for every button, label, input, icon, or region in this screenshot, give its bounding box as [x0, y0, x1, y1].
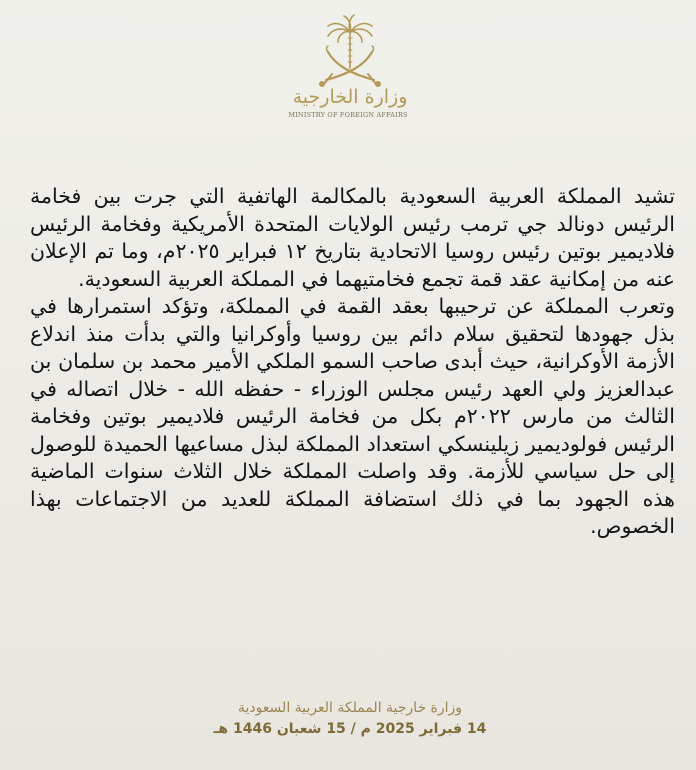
ministry-name-english: MINISTRY OF FOREIGN AFFAIRS — [288, 111, 408, 119]
issue-date: 14 فبراير 2025 م / 15 شعبان 1446 هـ — [213, 721, 487, 737]
statement-paragraph-1: تشيد المملكة العربية السعودية بالمكالمة الهاتفية التي جرت بين فخامة الرئيس دونالد جي ترمب رئيس الولايات المتحدة الأمريكية وفخامة الرئيس فلاديمير بوتين رئيس روسيا الاتحادية بتاريخ ١٢ فبراير ٢٠٢٥م، وما تم الإعلان عنه من إمكانية عقد قمة تجمع فخامتيهما في المملكة العربية السعودية. — [30, 184, 675, 291]
issuer-name: وزارة خارجية المملكة العربية السعودية — [237, 700, 463, 716]
statement-footer — [200, 698, 500, 740]
statement-body — [30, 183, 675, 541]
statement-paragraph-2: وتعرب المملكة عن ترحيبها بعقد القمة في المملكة، وتؤكد استمرارها في بذل جهودها لتحقيق سلام دائم بين روسيا وأوكرانيا والتي بدأت منذ اندلاع الأزمة الأوكرانية، حيث أبدى صاحب السمو الملكي الأمير محمد بن سلمان بن عبدالعزيز ولي العهد رئيس مجلس الوزراء - حفظه الله - خلال اتصاله في الثالث من مارس ٢٠٢٢م بكل من فخامة الرئيس فلاديمير بوتين وفخامة الرئيس فولوديمير زيلينسكي استعداد المملكة لبذل مساعيها الحميدة للوصول إلى حل سياسي للأزمة. وقد واصلت المملكة خلال الثلاث سنوات الماضية هذه الجهود بما في ذلك استضافة المملكة للعديد من الاجتماعات بهذا الخصوص. — [30, 294, 675, 538]
ministry-name-arabic: وزارة الخارجية — [292, 86, 408, 108]
